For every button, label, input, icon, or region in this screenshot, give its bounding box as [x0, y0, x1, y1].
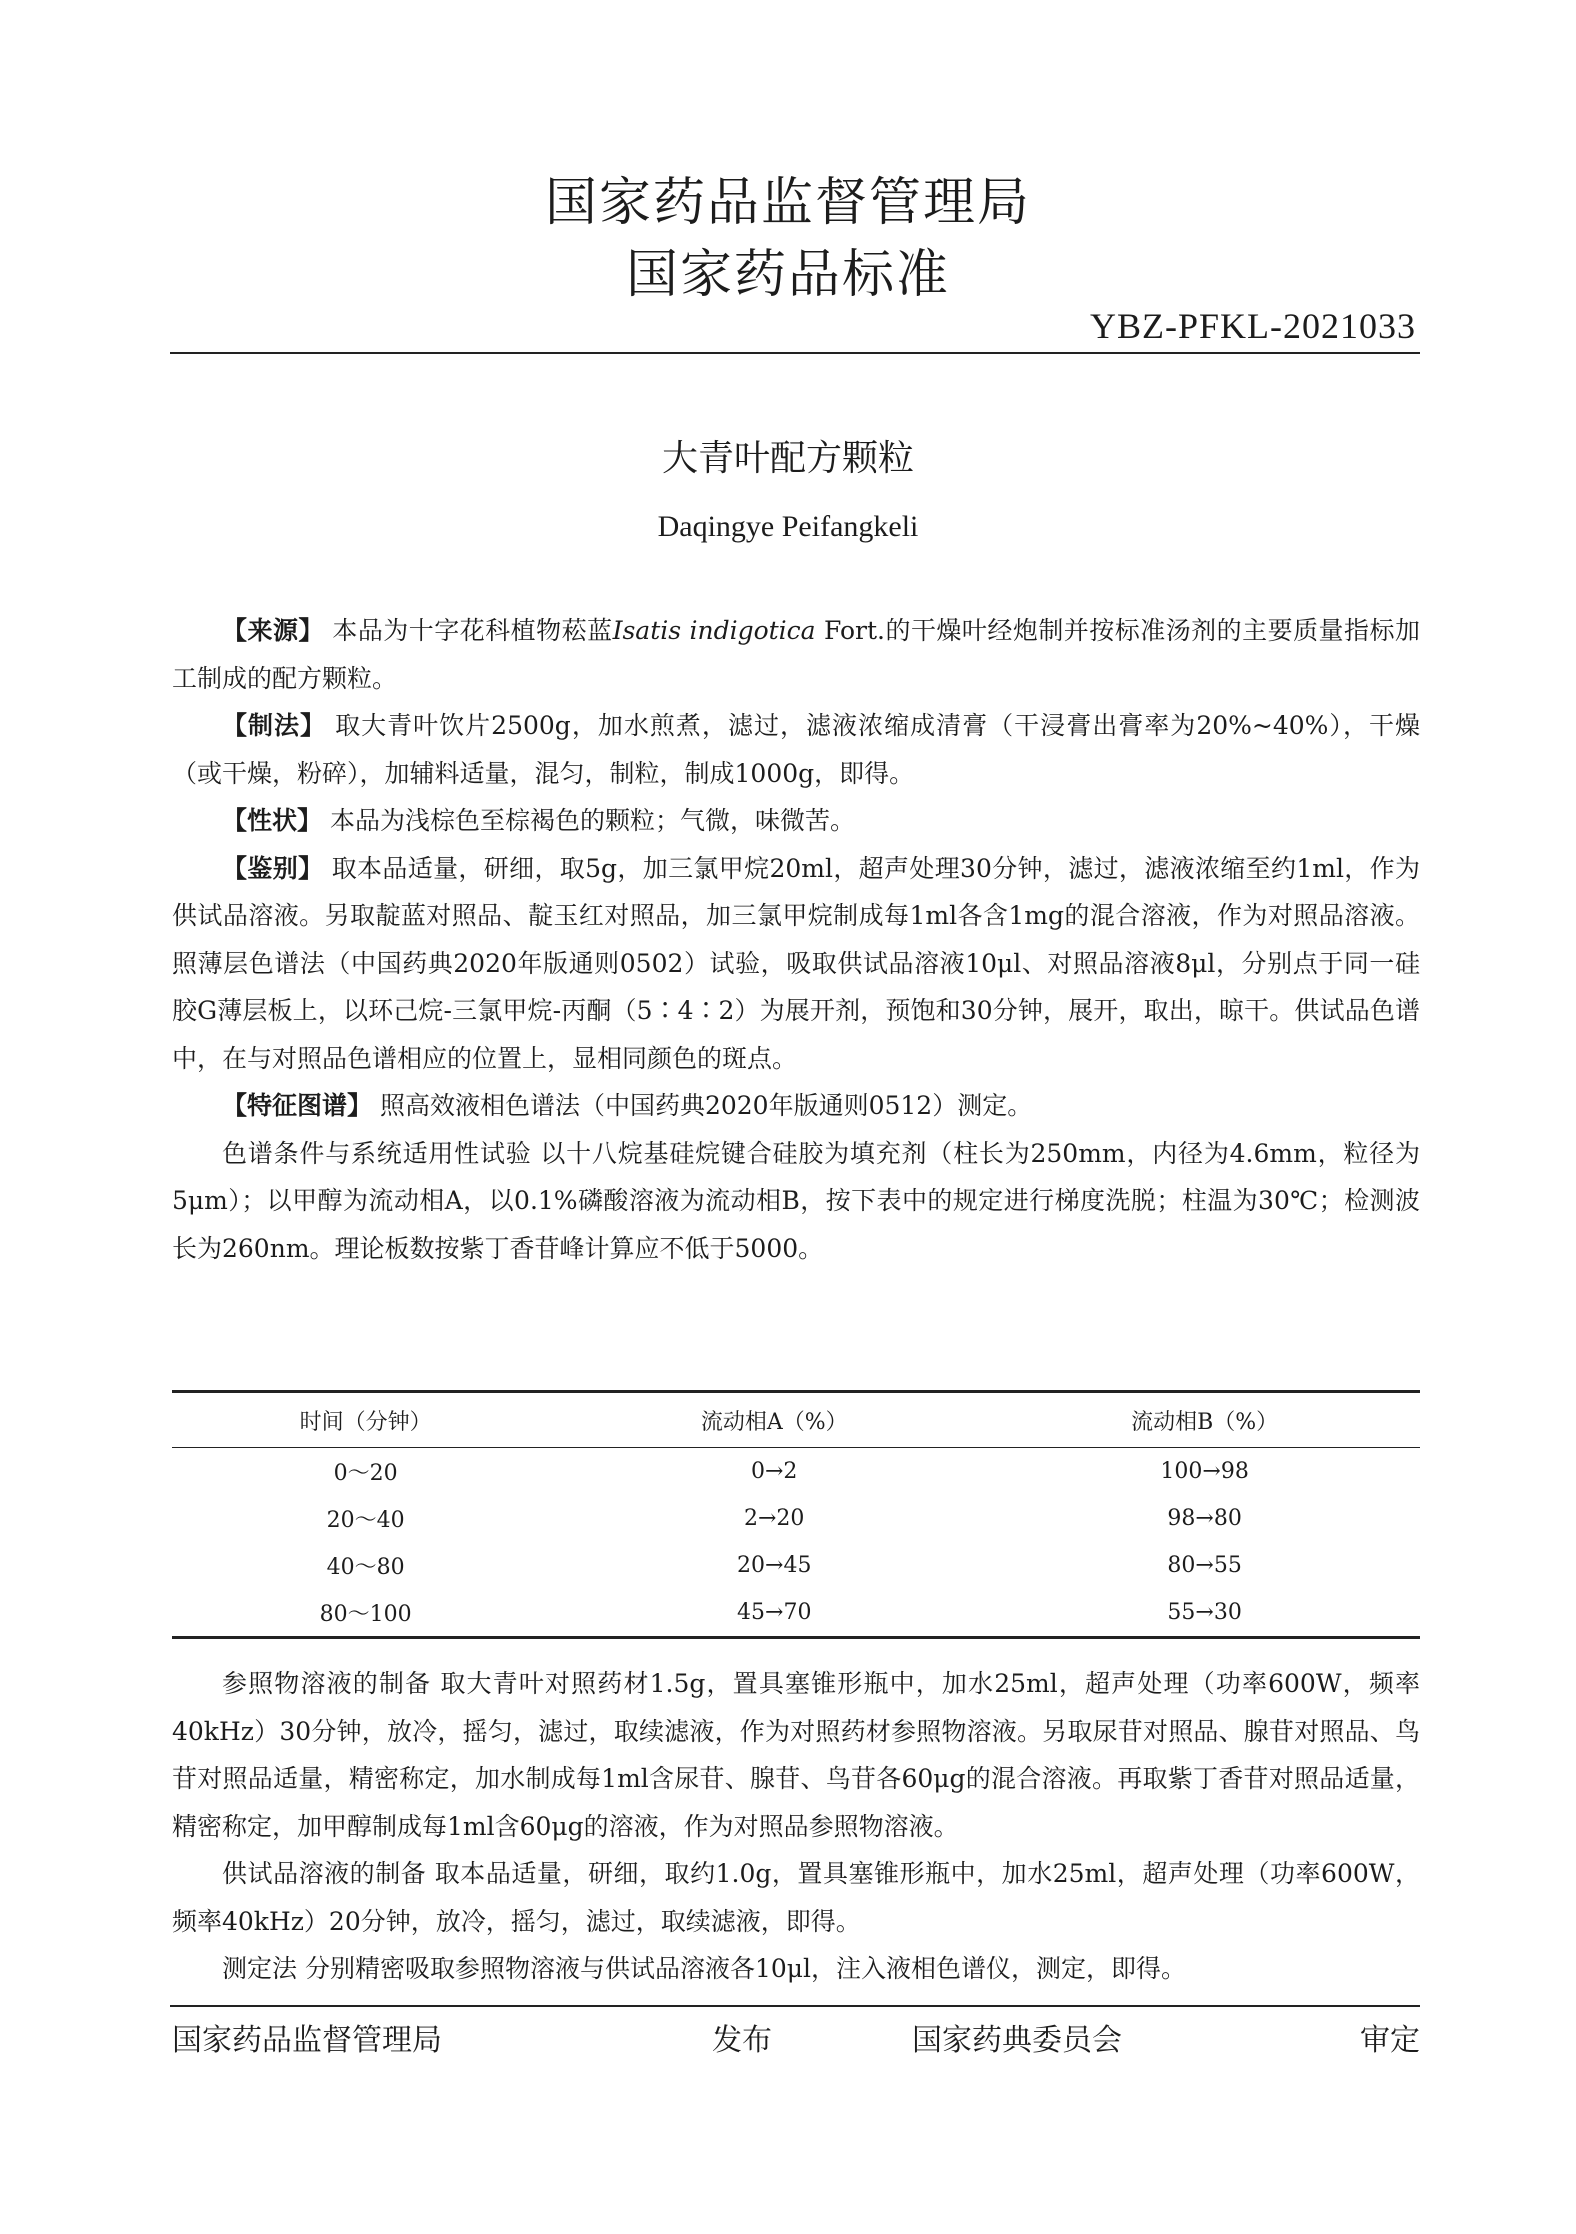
cell-time: 0～20 [333, 1461, 398, 1486]
cell-phase-a: 2→20 [744, 1506, 805, 1531]
section-text: 以十八烷基硅烷键合硅胶为填充剂（柱长为250mm，内径为4.6mm，粒径为5μm）；以甲醇为流动相A，以0.1%磷酸溶液为流动相B，按下表中的规定进行梯度洗脱；柱温为30℃；检测波长为260nm。理论板数按紫丁香苷峰计算应不低于5000。 [172, 1138, 1420, 1263]
table-header-row [172, 1392, 1420, 1448]
cell-time: 40～80 [326, 1555, 405, 1580]
latin-name: Isatis indigotica [612, 616, 816, 645]
header-time: 时间（分钟） [172, 1392, 559, 1448]
cell-phase-a: 20→45 [737, 1553, 812, 1578]
section-fingerprint [172, 1082, 1420, 1130]
table-row [172, 1448, 1420, 1496]
section-label: 【制法】 [222, 711, 327, 740]
section-test-solution [172, 1850, 1420, 1945]
section-text: 本品为十字花科植物菘蓝 [332, 616, 613, 645]
drug-name-pinyin: Daqingye Peifangkeli [657, 510, 919, 543]
gradient-table-wrap [172, 1390, 1420, 1639]
table-row [172, 1589, 1420, 1638]
footer-issuer: 国家药品监督管理局 [172, 2023, 442, 2058]
section-label: 【来源】 [222, 616, 324, 645]
gradient-table [172, 1390, 1420, 1639]
subsection-label: 供试品溶液的制备 [222, 1859, 427, 1888]
document-code: YBZ-PFKL-2021033 [1089, 306, 1416, 346]
footer-review-label: 审定 [1360, 2023, 1420, 2058]
section-reference-solution [172, 1660, 1420, 1850]
section-text: 取本品适量，研细，取约1.0g，置具塞锥形瓶中，加水25ml，超声处理（功率600W，频率40kHz）20分钟，放冷，摇匀，滤过，取续滤液，即得。 [172, 1859, 1420, 1936]
subsection-label: 测定法 [222, 1954, 298, 1983]
section-text: Fort.的干燥叶经炮制并按标准汤剂的主要质量指标加工制成的配方颗粒。 [172, 616, 1420, 693]
section-determination [172, 1945, 1420, 1993]
drug-name-cn: 大青叶配方颗粒 [661, 438, 914, 479]
body-sections-lower [172, 1660, 1420, 1993]
cell-phase-a: 45→70 [737, 1600, 812, 1625]
header-phase-b: 流动相B（%） [989, 1392, 1420, 1448]
section-label: 【鉴别】 [222, 853, 324, 883]
footer-reviewer: 国家药典委员会 [912, 2023, 1122, 2058]
section-character [172, 797, 1420, 845]
table-row [172, 1495, 1420, 1542]
footer [172, 2015, 1420, 2058]
subsection-label: 参照物溶液的制备 [222, 1669, 432, 1698]
header-phase-a: 流动相A（%） [559, 1392, 989, 1448]
section-label: 【特征图谱】 [222, 1091, 373, 1120]
cell-phase-b: 80→55 [1167, 1553, 1242, 1578]
section-text: 取大青叶对照药材1.5g，置具塞锥形瓶中，加水25ml，超声处理（功率600W，频率40kHz）30分钟，放冷，摇匀，滤过，取续滤液，作为对照药材参照物溶液。另取尿苷对照品、腺苷对照品、鸟苷对照品适量，精密称定，加水制成每1ml含尿苷、腺苷、鸟苷各60μg的混合溶液。再取紫丁香苷对照品适量，精密称定，加甲醇制成每1ml含60μg的溶液，作为对照品参照物溶液。 [172, 1669, 1420, 1841]
section-chromatography [172, 1130, 1420, 1273]
section-text: 取本品适量，研细，取5g，加三氯甲烷20ml，超声处理30分钟，滤过，滤液浓缩至约1ml，作为供试品溶液。另取靛蓝对照品、靛玉红对照品，加三氯甲烷制成每1ml各含1mg的混合溶液，作为对照品溶液。照薄层色谱法（中国药典2020年版通则0502）试验，吸取供试品溶液10μl、对照品溶液8μl，分别点于同一硅胶G薄层板上，以环己烷-三氯甲烷-丙酮（5∶4∶2）为展开剂，预饱和30分钟，展开，取出，晾干。供试品色谱中，在与对照品色谱相应的位置上，显相同颜色的斑点。 [172, 853, 1420, 1073]
cell-phase-b: 98→80 [1167, 1506, 1242, 1531]
section-text: 分别精密吸取参照物溶液与供试品溶液各10μl，注入液相色谱仪，测定，即得。 [304, 1954, 1187, 1983]
body-sections [172, 607, 1420, 1272]
section-source [172, 607, 1420, 702]
table-row [172, 1542, 1420, 1589]
cell-time: 20～40 [326, 1508, 405, 1533]
cell-phase-b: 55→30 [1167, 1600, 1242, 1625]
section-label: 【性状】 [222, 806, 323, 835]
issuer-heading: 国家药品监督管理局 [544, 173, 1031, 233]
header-divider [170, 352, 1420, 354]
section-text: 取大青叶饮片2500g，加水煎煮，滤过，滤液浓缩成清膏（干浸膏出膏率为20%~40%），干燥（或干燥，粉碎），加辅料适量，混匀，制粒，制成1000g，即得。 [172, 711, 1420, 788]
section-text: 本品为浅棕色至棕褐色的颗粒；气微，味微苦。 [329, 806, 855, 835]
subsection-label: 色谱条件与系统适用性试验 [222, 1138, 532, 1168]
cell-time: 80～100 [319, 1602, 412, 1627]
cell-phase-a: 0→2 [751, 1459, 798, 1484]
section-preparation [172, 702, 1420, 797]
standard-type-heading: 国家药品标准 [625, 245, 950, 305]
footer-issue-label: 发布 [712, 2023, 772, 2058]
cell-phase-b: 100→98 [1160, 1459, 1249, 1484]
section-text: 照高效液相色谱法（中国药典2020年版通则0512）测定。 [379, 1091, 1033, 1120]
section-identification [172, 845, 1420, 1083]
footer-divider [170, 2005, 1420, 2007]
